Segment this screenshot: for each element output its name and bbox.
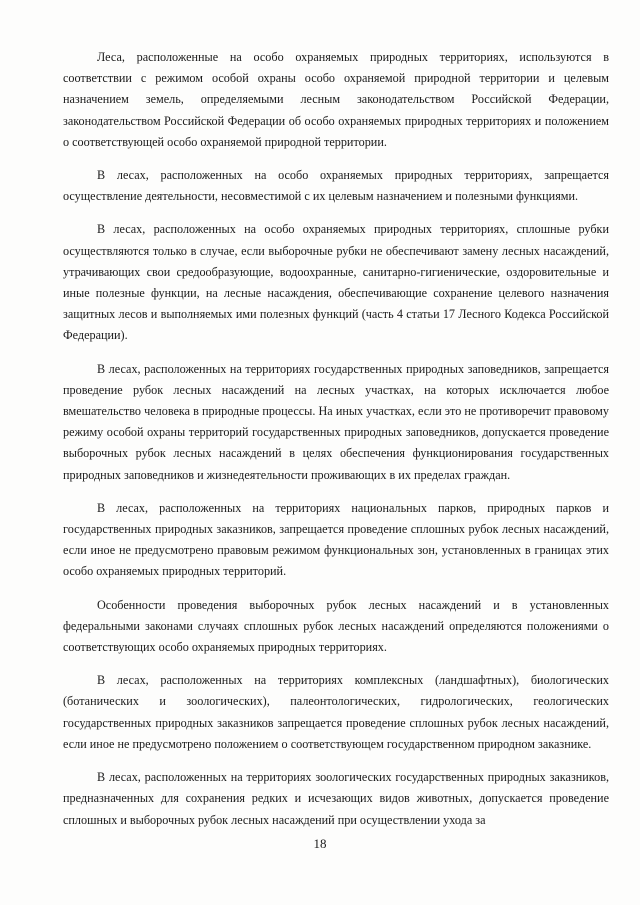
page-number: 18 <box>313 836 327 851</box>
paragraph: Леса, расположенные на особо охраняемых природных территориях, используются в соответствии с режимом особой охраны особо охраняемой природной территории и целевым назначением земель, определяемыми лесным законодательством Российской Федерации, законодательством Российской Федерации об особо охраняемых природных территориях и положением о соответствующей особо охраняемой природной территории. <box>63 50 609 149</box>
paragraph: В лесах, расположенных на особо охраняемых природных территориях, запрещается осуществление деятельности, несовместимой с их целевым назначением и полезными функциями. <box>63 168 609 204</box>
paragraph: В лесах, расположенных на территориях комплексных (ландшафтных), биологических (ботанических и зоологических), палеонтологических, гидрологических, геологических государственных природных заказников запрещается проведение сплошных рубок лесных насаждений, если иное не предусмотрено положением о соответствующем государственном природном заказнике. <box>63 673 609 751</box>
paragraph: Особенности проведения выборочных рубок лесных насаждений и в установленных федеральными законами случаях сплошных рубок лесных насаждений определяются положениями о соответствующих особо охраняемых природных территориях. <box>63 597 609 655</box>
paragraph: В лесах, расположенных на особо охраняемых природных территориях, сплошные рубки осуществляются только в случае, если выборочные рубки не обеспечивают замену лесных насаждений, утрачивающих свои средообразующие, водоохранные, санитарно-гигиенические, оздоровительные и иные полезные функции, на лесные насаждения, обеспечивающие сохранение целевого назначения защитных лесов и выполняемых ими полезных функций (часть 4 статьи 17 Лесного Кодекса Российской Федерации). <box>63 222 609 343</box>
paragraph: В лесах, расположенных на территориях зоологических государственных природных заказников, предназначенных для сохранения редких и исчезающих видов животных, допускается проведение сплошных и выборочных рубок лесных насаждений при осуществлении ухода за <box>63 770 609 827</box>
document-body <box>63 47 609 843</box>
paragraph: В лесах, расположенных на территориях государственных природных заповедников, запрещается проведение рубок лесных насаждений на лесных участках, на которых исключается любое вмешательство человека в природные процессы. На иных участках, если это не противоречит правовому режиму особой охраны территорий государственных природных заповедников, допускается проведение выборочных рубок лесных насаждений в целях обеспечения функционирования государственных природных заповедников и жизнедеятельности проживающих в их пределах граждан. <box>63 361 609 482</box>
paragraph: В лесах, расположенных на территориях национальных парков, природных парков и государственных природных заказников, запрещается проведение сплошных рубок лесных насаждений, если иное не предусмотрено правовым режимом функциональных зон, установленных в границах этих особо охраняемых природных территорий. <box>63 500 609 579</box>
